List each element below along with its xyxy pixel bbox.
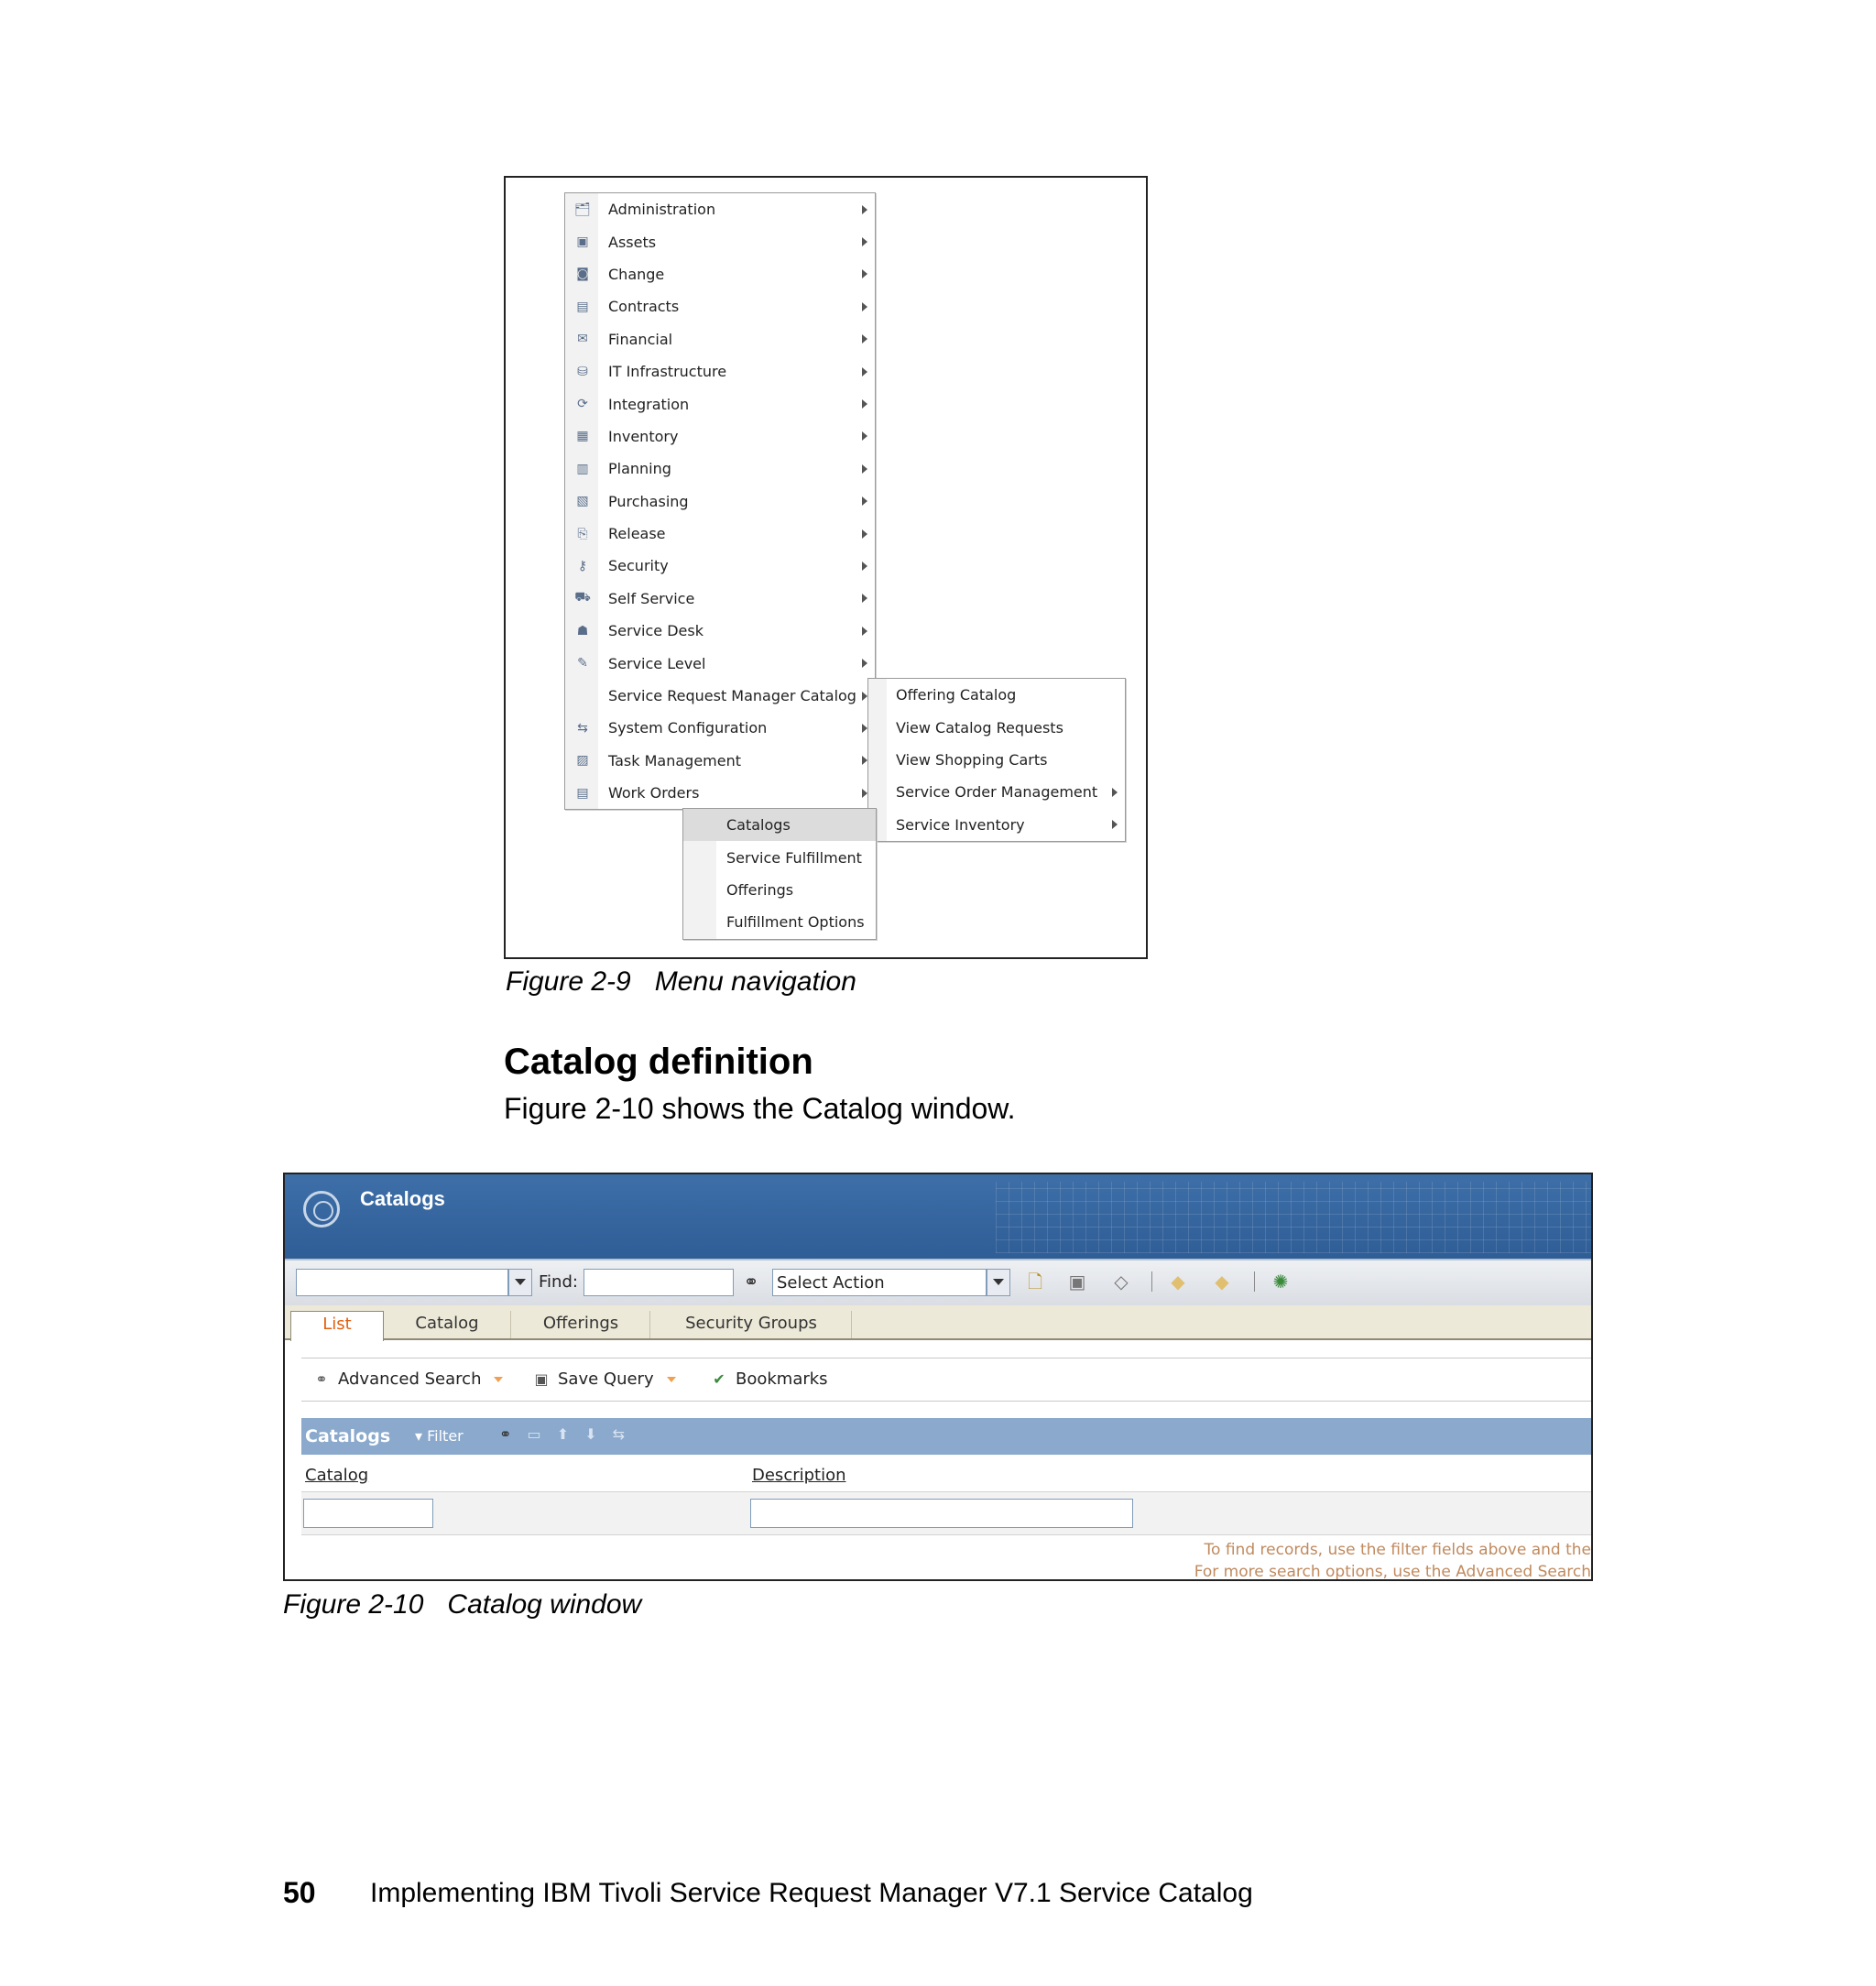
binoculars-icon: ⚭ (315, 1370, 328, 1388)
help-message-line-2: For more search options, use the Advanced Search (1194, 1563, 1591, 1581)
tab-security-groups[interactable]: Security Groups (651, 1311, 852, 1338)
app-title: Catalogs (360, 1187, 445, 1210)
menu-item-label: Contracts (608, 298, 680, 316)
table-header-bar (301, 1418, 1591, 1455)
save-query-button[interactable]: ▣ Save Query (532, 1369, 676, 1389)
integration-icon: ⟳ (577, 397, 588, 412)
submenu-item-offerings[interactable] (683, 874, 876, 906)
list-actions-bar (301, 1358, 1591, 1402)
menu-item-change[interactable] (565, 258, 875, 290)
change-icon: ◙ (576, 267, 589, 282)
release-icon: ⎘ (577, 526, 588, 541)
new-record-icon[interactable]: 🗋 (1027, 1271, 1043, 1293)
tab-bar (285, 1305, 1591, 1340)
submenu-item-view-catalog-requests[interactable] (868, 711, 1125, 743)
service-desk-icon: ☗ (576, 623, 589, 638)
inventory-icon: ▦ (576, 429, 589, 444)
planning-icon: ▥ (576, 461, 589, 476)
cart-icon: ⛟ (574, 590, 591, 606)
section-heading: Catalog definition (504, 1042, 813, 1082)
binoculars-icon[interactable]: ⚭ (743, 1271, 759, 1293)
pen-icon: ✎ (577, 656, 588, 671)
menu-item-inventory[interactable] (565, 420, 875, 453)
chevron-right-icon (1112, 788, 1118, 797)
chevron-right-icon (862, 659, 867, 668)
menu-item-administration[interactable] (565, 193, 875, 225)
submenu-item-offering-catalog[interactable] (868, 679, 1125, 711)
menu-item-label: Change (608, 265, 665, 283)
caption-number: Figure 2-10 (283, 1589, 424, 1620)
find-label: Find: (539, 1272, 578, 1292)
menu-item-work-orders[interactable] (565, 777, 875, 809)
description-filter-input[interactable] (750, 1499, 1133, 1528)
financial-icon: ✉ (577, 332, 588, 347)
next-icon[interactable]: ◆ (1215, 1271, 1229, 1293)
menu-item-label: Administration (608, 201, 716, 219)
chevron-right-icon (862, 367, 867, 376)
submenu-item-view-shopping-carts[interactable] (868, 744, 1125, 776)
submenu-item-label: Service Inventory (896, 815, 1025, 834)
menu-item-label: Self Service (608, 589, 695, 607)
submenu-item-label: View Shopping Carts (896, 750, 1048, 769)
chevron-right-icon (862, 205, 867, 214)
menu-item-service-level[interactable] (565, 647, 875, 679)
menu-item-label: Release (608, 525, 666, 543)
menu-item-service-desk[interactable] (565, 615, 875, 647)
bookmark-icon: ✔ (713, 1370, 725, 1388)
page-number: 50 (283, 1876, 316, 1909)
chevron-right-icon (862, 594, 867, 603)
table-title: Catalogs (305, 1426, 391, 1446)
chevron-right-icon (862, 496, 867, 506)
section-body: Figure 2-10 shows the Catalog window. (504, 1092, 1016, 1125)
menu-item-it-infrastructure[interactable] (565, 355, 875, 387)
filter-button[interactable]: ▾ Filter (415, 1427, 464, 1445)
menu-item-contracts[interactable] (565, 290, 875, 322)
toolbar (285, 1259, 1591, 1307)
chevron-right-icon (1112, 820, 1118, 829)
menu-item-self-service[interactable] (565, 583, 875, 615)
chevron-right-icon (862, 529, 867, 539)
menu-item-label: Service Level (608, 654, 706, 672)
menu-item-assets[interactable] (565, 225, 875, 257)
query-input[interactable] (296, 1269, 508, 1296)
chevron-right-icon (862, 431, 867, 441)
menu-item-label: Task Management (608, 751, 742, 769)
chevron-right-icon (862, 464, 867, 474)
menu-item-label: Purchasing (608, 492, 689, 510)
menu-item-system-configuration[interactable] (565, 712, 875, 744)
chevron-right-icon (862, 627, 867, 636)
column-header-catalog[interactable]: Catalog (305, 1466, 369, 1485)
caption-title: Menu navigation (654, 966, 856, 997)
catalog-filter-input[interactable] (303, 1499, 433, 1528)
submenu-item-fulfillment-options[interactable] (683, 906, 876, 938)
binoculars-icon: ⚭ (499, 1425, 518, 1443)
chevron-down-icon (667, 1377, 676, 1382)
help-message-line-1: To find records, use the filter fields above and the (1204, 1541, 1591, 1559)
submenu-item-label: Fulfillment Options (726, 913, 865, 932)
tab-list[interactable]: List (290, 1311, 384, 1341)
menu-item-release[interactable] (565, 518, 875, 550)
find-input[interactable] (584, 1269, 734, 1296)
app-header (285, 1174, 1591, 1259)
menu-item-financial[interactable] (565, 323, 875, 355)
column-header-description[interactable]: Description (752, 1466, 846, 1485)
chevron-right-icon (862, 399, 867, 409)
submenu-item-label: Offering Catalog (896, 686, 1017, 704)
purchasing-icon: ▧ (576, 494, 589, 509)
previous-icon[interactable]: ◆ (1171, 1271, 1185, 1293)
app-logo-icon (303, 1191, 340, 1228)
menu-item-label: Inventory (608, 427, 679, 445)
admin-icon: 🗂 (574, 202, 591, 217)
menu-item-label: Assets (608, 233, 657, 251)
menu-item-label: Service Request Manager Catalog (608, 687, 856, 705)
chevron-right-icon (862, 562, 867, 571)
menu-item-label: Work Orders (608, 784, 700, 802)
menu-item-integration[interactable] (565, 387, 875, 420)
menu-item-task-management[interactable] (565, 745, 875, 777)
query-dropdown-button[interactable] (508, 1269, 532, 1296)
caption-title: Catalog window (447, 1589, 642, 1620)
submenu-item-label: Service Order Management (896, 783, 1098, 802)
filter-row (301, 1491, 1591, 1535)
table-toolbar-icons[interactable]: ⚭ ▭ ⬆ ⬇ ⇆ (499, 1425, 631, 1443)
menu-item-label: System Configuration (608, 719, 768, 737)
menu-item-security[interactable] (565, 550, 875, 582)
submenu-item-service-inventory[interactable] (868, 809, 1125, 841)
it-infrastructure-icon: ⛁ (577, 364, 588, 379)
figure-2-9-caption (506, 966, 856, 998)
chevron-right-icon (862, 237, 867, 246)
submenu-item-label: View Catalog Requests (896, 718, 1063, 737)
menu-item-label: Security (608, 557, 669, 575)
caption-number: Figure 2-9 (506, 966, 631, 997)
save-icon: ▣ (534, 1370, 549, 1388)
figure-2-10-caption (283, 1589, 641, 1620)
advanced-search-button[interactable]: ⚭ Advanced Search (312, 1369, 503, 1389)
work-orders-submenu (682, 808, 877, 940)
catalog-submenu (867, 678, 1126, 842)
assets-icon: ▣ (576, 235, 589, 250)
chevron-down-icon (494, 1377, 503, 1382)
menu-item-label: Service Desk (608, 622, 704, 640)
bookmarks-button[interactable]: ✔ Bookmarks (710, 1369, 828, 1389)
menu-item-label: Integration (608, 395, 690, 413)
chevron-right-icon (862, 302, 867, 311)
work-orders-icon: ▤ (576, 785, 589, 801)
task-management-icon: ▨ (576, 753, 589, 769)
menu-item-label: Planning (608, 460, 671, 478)
submenu-item-label: Service Fulfillment (726, 848, 862, 867)
menu-item-label: IT Infrastructure (608, 363, 727, 381)
key-icon: ⚷ (577, 558, 588, 573)
contracts-icon: ▤ (576, 299, 589, 314)
menu-item-planning[interactable] (565, 453, 875, 485)
menu-navigation-figure (504, 176, 1148, 959)
menu-item-label: Financial (608, 330, 673, 348)
menu-item-purchasing[interactable] (565, 486, 875, 518)
refresh-icon[interactable]: ✺ (1272, 1271, 1289, 1293)
tab-offerings[interactable]: Offerings (512, 1311, 650, 1338)
submenu-item-label: Catalogs (726, 816, 791, 835)
select-action-field[interactable] (772, 1269, 987, 1296)
select-action-dropdown-button[interactable] (987, 1269, 1010, 1296)
main-menu (564, 192, 876, 810)
submenu-item-catalogs[interactable] (683, 809, 876, 841)
clear-icon[interactable]: ◇ (1114, 1271, 1129, 1293)
select-action-value: Select Action (777, 1273, 885, 1293)
chevron-right-icon (862, 269, 867, 278)
submenu-item-service-fulfillment[interactable] (683, 841, 876, 873)
book-title: Implementing IBM Tivoli Service Request Manager V7.1 Service Catalog (370, 1878, 1253, 1908)
catalog-window-figure (283, 1173, 1593, 1581)
submenu-item-service-order-management[interactable] (868, 776, 1125, 808)
tab-catalog[interactable]: Catalog (384, 1311, 511, 1338)
save-icon[interactable]: ▣ (1068, 1271, 1086, 1293)
chevron-right-icon (862, 334, 867, 344)
system-configuration-icon: ⇆ (577, 720, 588, 736)
submenu-item-label: Offerings (726, 880, 794, 899)
menu-item-service-request-manager-catalog[interactable] (565, 680, 875, 712)
